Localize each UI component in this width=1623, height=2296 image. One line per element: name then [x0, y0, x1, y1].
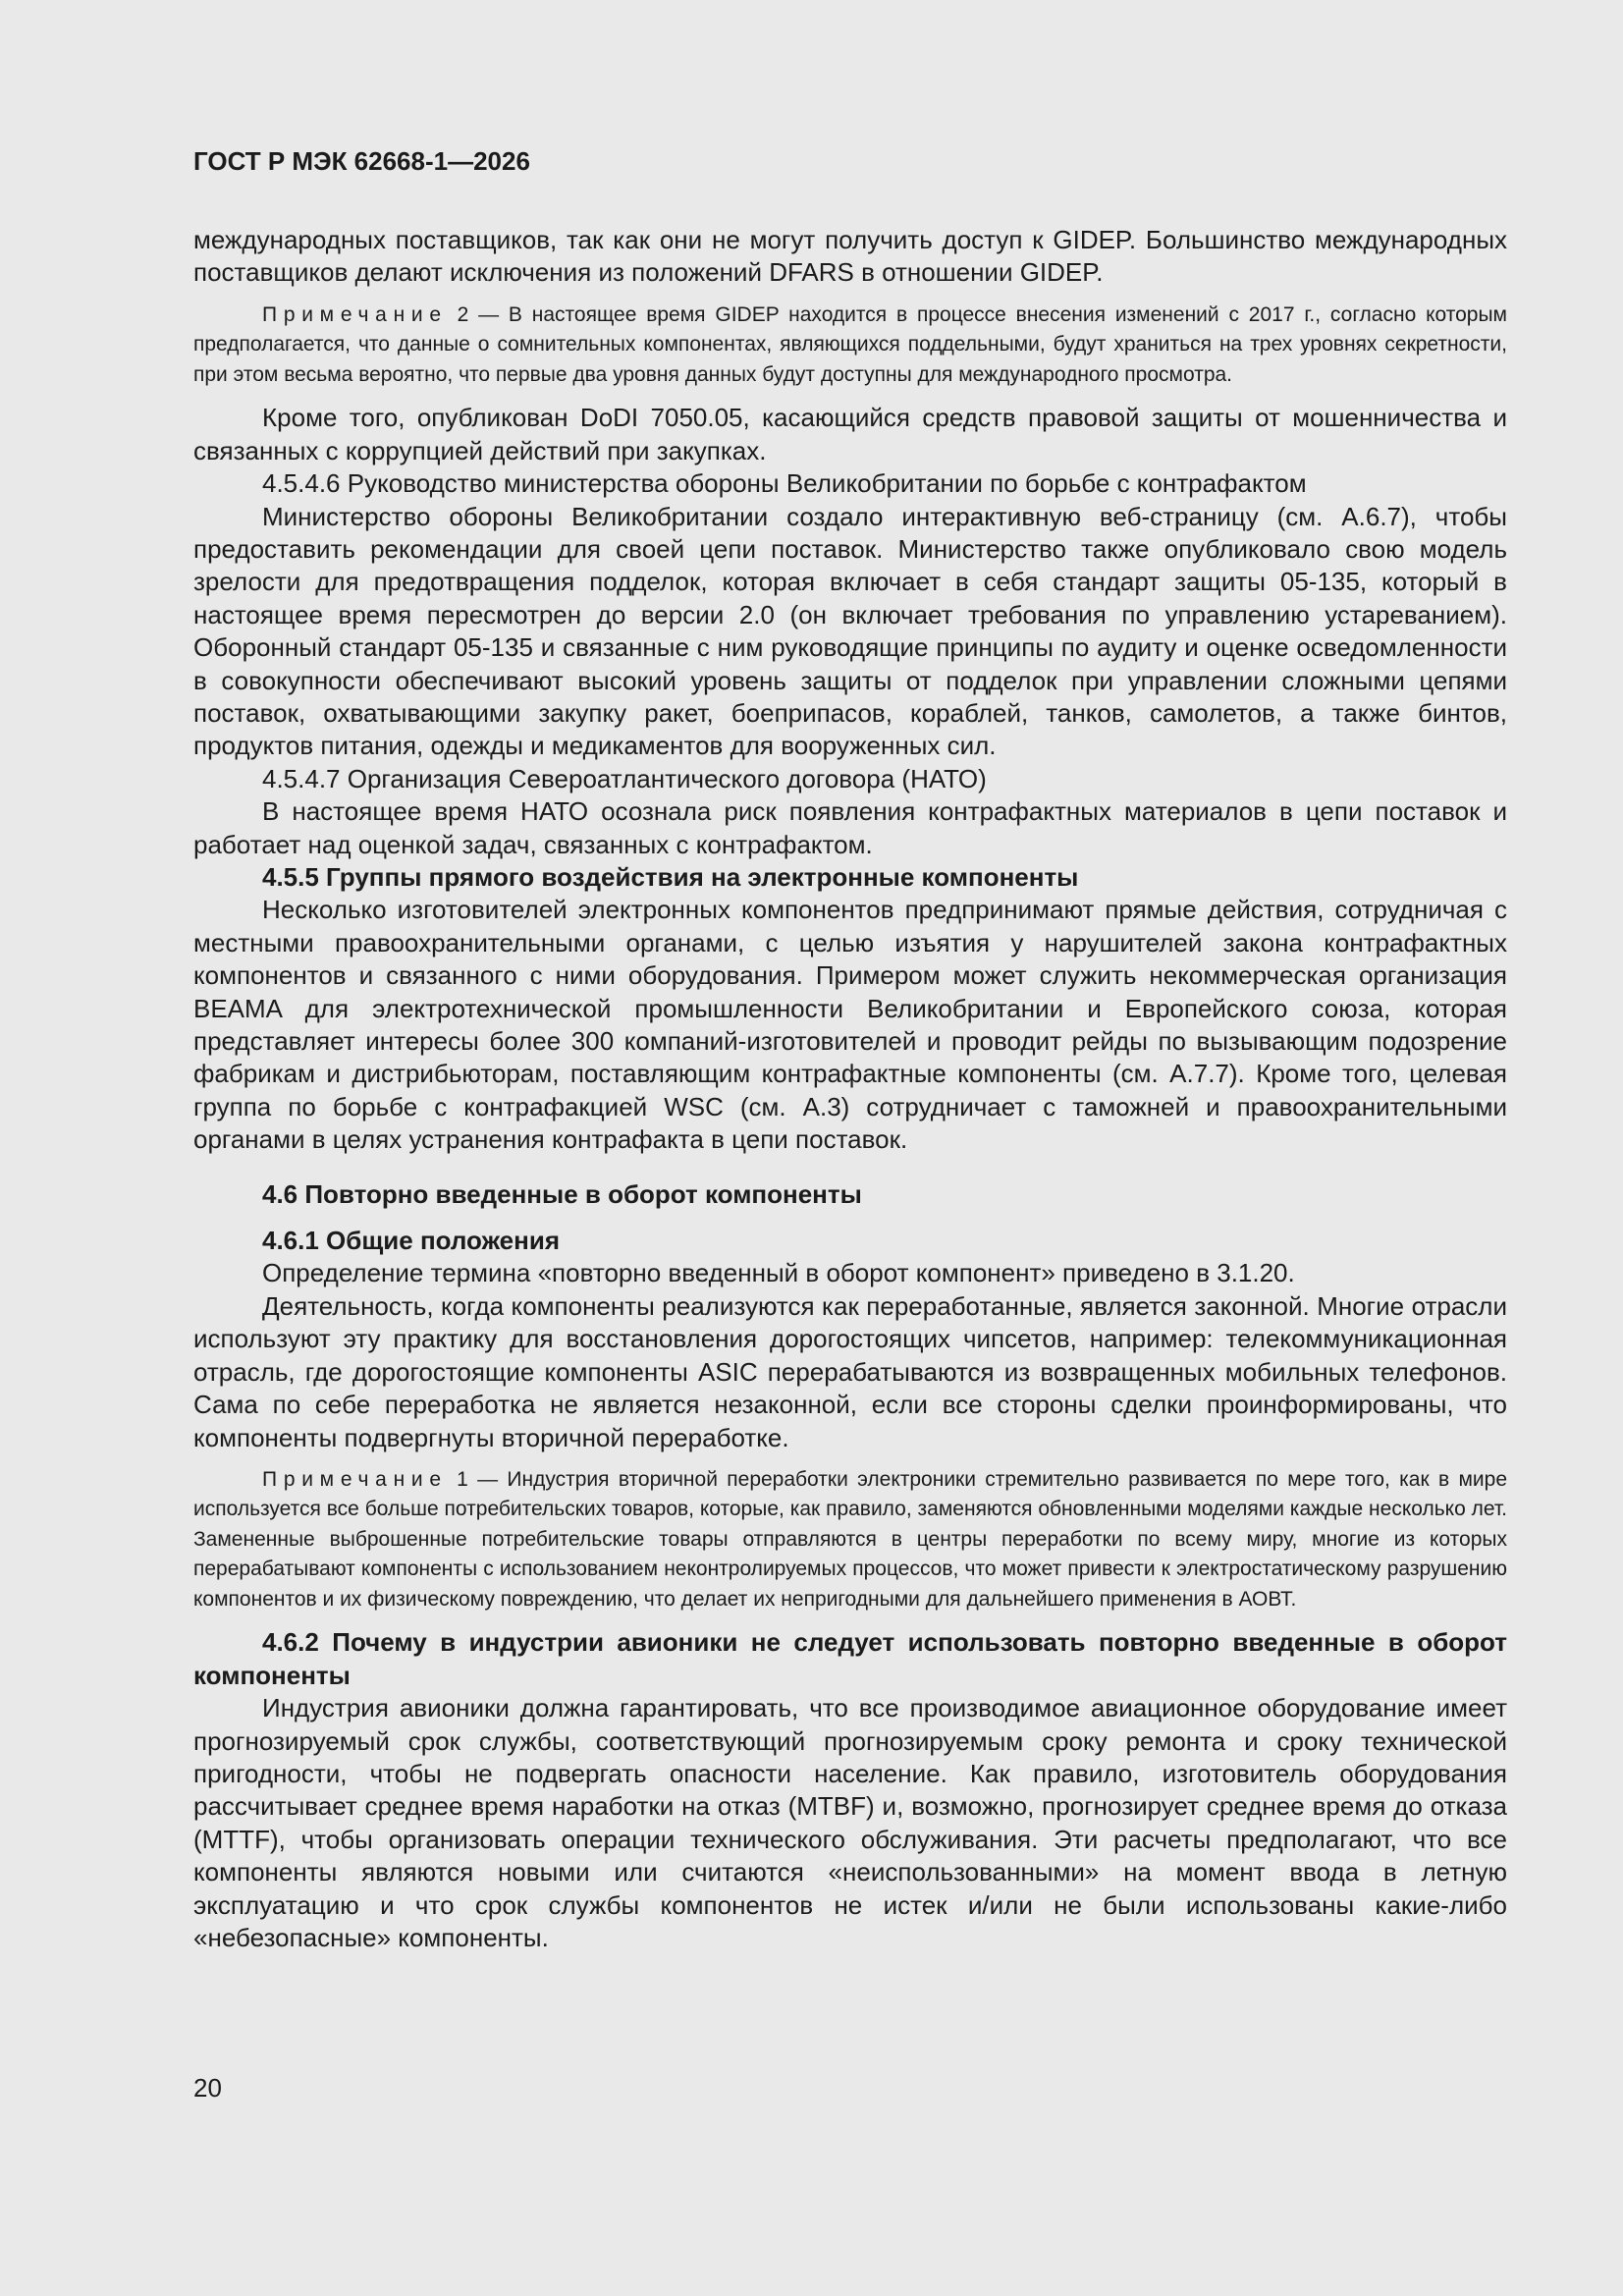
document-header: ГОСТ Р МЭК 62668-1—2026	[193, 146, 530, 176]
note-text: 2 — В настоящее время GIDEP находится в процессе внесения изменений с 2017 г., согласно которым предполагается, что данные о сомнительных компонентах, являющихся поддельными, будут храниться на трех уровнях секретности, при этом весьма вероятно, что первые два уровня данных будут доступны для международного просмотра.	[193, 302, 1507, 386]
section-heading-4547: 4.5.4.7 Организация Североатлантического договора (НАТО)	[262, 763, 987, 793]
paragraph: Кроме того, опубликован DoDI 7050.05, касающийся средств правовой защиты от мошенничества и связанных с коррупцией действий при закупках.	[193, 403, 1507, 465]
note-2	[193, 301, 1507, 391]
note-1	[193, 1465, 1507, 1615]
section-heading-46: 4.6 Повторно введенные в оборот компоненты	[262, 1178, 862, 1209]
note-label: Примечание	[262, 302, 448, 326]
note-label: Примечание	[262, 1467, 448, 1491]
paragraph: Министерство обороны Великобритании создало интерактивную веб-страницу (см. А.6.7), чтобы предоставить рекомендации для своей цепи поставок. Министерство также опубликовало свою модель зрелости для предотвращения подделок, которая включает в себя стандарт защиты 05-135, который в настоящее время пересмотрен до версии 2.0 (он включает требования по управлению устареванием). Оборонный стандарт 05-135 и связанные с ним руководящие принципы по аудиту и оценке осведомленности в совокупности обеспечивают высокий уровень защиты от подделок при управлении сложными цепями поставок, охватывающими закупку ракет, боеприпасов, кораблей, танков, самолетов, а также бинтов, продуктов питания, одежды и медикаментов для вооруженных сил.	[193, 501, 1507, 761]
paragraph: В настоящее время НАТО осознала риск появления контрафактных материалов в цепи поставок и работает над оценкой задач, связанных с контрафактом.	[193, 796, 1507, 859]
section-heading-462: 4.6.2 Почему в индустрии авионики не следует использовать повторно введенные в оборот компоненты	[193, 1627, 1507, 1690]
paragraph: Несколько изготовителей электронных компонентов предпринимают прямые действия, сотрудничая с местными правоохранительными органами, с целью изъятия у нарушителей закона контрафактных компонентов и связанного с ними оборудования. Примером может служить некоммерческая организация BEAMA для электротехнической промышленности Великобритании и Европейского союза, которая представляет интересы более 300 компаний-изготовителей и проводит рейды по вызывающим подозрение фабрикам и дистрибьюторам, поставляющим контрафактные компоненты (см. А.7.7). Кроме того, целевая группа по борьбе с контрафакцией WSC (см. А.3) сотрудничает с таможней и правоохранительными органами в целях устранения контрафакта в цепи поставок.	[193, 895, 1507, 1155]
paragraph: международных поставщиков, так как они не могут получить доступ к GIDEP. Большинство международных поставщиков делают исключения из положений DFARS в отношении GIDEP.	[193, 225, 1507, 288]
document-page	[193, 145, 1507, 1954]
section-heading-455: 4.5.5 Группы прямого воздействия на электронные компоненты	[262, 862, 1079, 892]
section-heading-4546: 4.5.4.6 Руководство министерства обороны Великобритании по борьбе с контрафактом	[262, 468, 1307, 499]
page-number: 20	[193, 2073, 222, 2103]
paragraph: Деятельность, когда компоненты реализуются как переработанные, является законной. Многие отрасли используют эту практику для восстановления дорогостоящих чипсетов, например: телекоммуникационная отрасль, где дорогостоящие компоненты ASIC перерабатываются из возвращенных мобильных телефонов. Сама по себе переработка не является незаконной, если все стороны сделки проинформированы, что компоненты подвергнуты вторичной переработке.	[193, 1290, 1507, 1452]
section-heading-461: 4.6.1 Общие положения	[262, 1226, 560, 1256]
note-text: 1 — Индустрия вторичной переработки электроники стремительно развивается по мере того, как в мире используется все больше потребительских товаров, которые, как правило, заменяются обновленными моделями каждые несколько лет. Замененные выброшенные потребительские товары отправляются в центры переработки по всему миру, многие из которых перерабатывают компоненты с использованием неконтролируемых процессов, что может привести к электростатическому разрушению компонентов и их физическому повреждению, что делает их непригодными для дальнейшего применения в АОВТ.	[193, 1467, 1507, 1611]
paragraph: Индустрия авионики должна гарантировать, что все производимое авиационное оборудование имеет прогнозируемый срок службы, соответствующий прогнозируемым сроку ремонта и сроку технической пригодности, чтобы не подвергать опасности население. Как правило, изготовитель оборудования рассчитывает среднее время наработки на отказ (MTBF) и, возможно, прогнозирует среднее время до отказа (MTTF), чтобы организовать операции технического обслуживания. Эти расчеты предполагают, что все компоненты являются новыми или считаются «неиспользованными» на момент ввода в летную эксплуатацию и что срок службы компонентов не истек и/или не были использованы какие-либо «небезопасные» компоненты.	[193, 1693, 1507, 1953]
paragraph: Определение термина «повторно введенный в оборот компонент» приведено в 3.1.20.	[262, 1258, 1295, 1288]
